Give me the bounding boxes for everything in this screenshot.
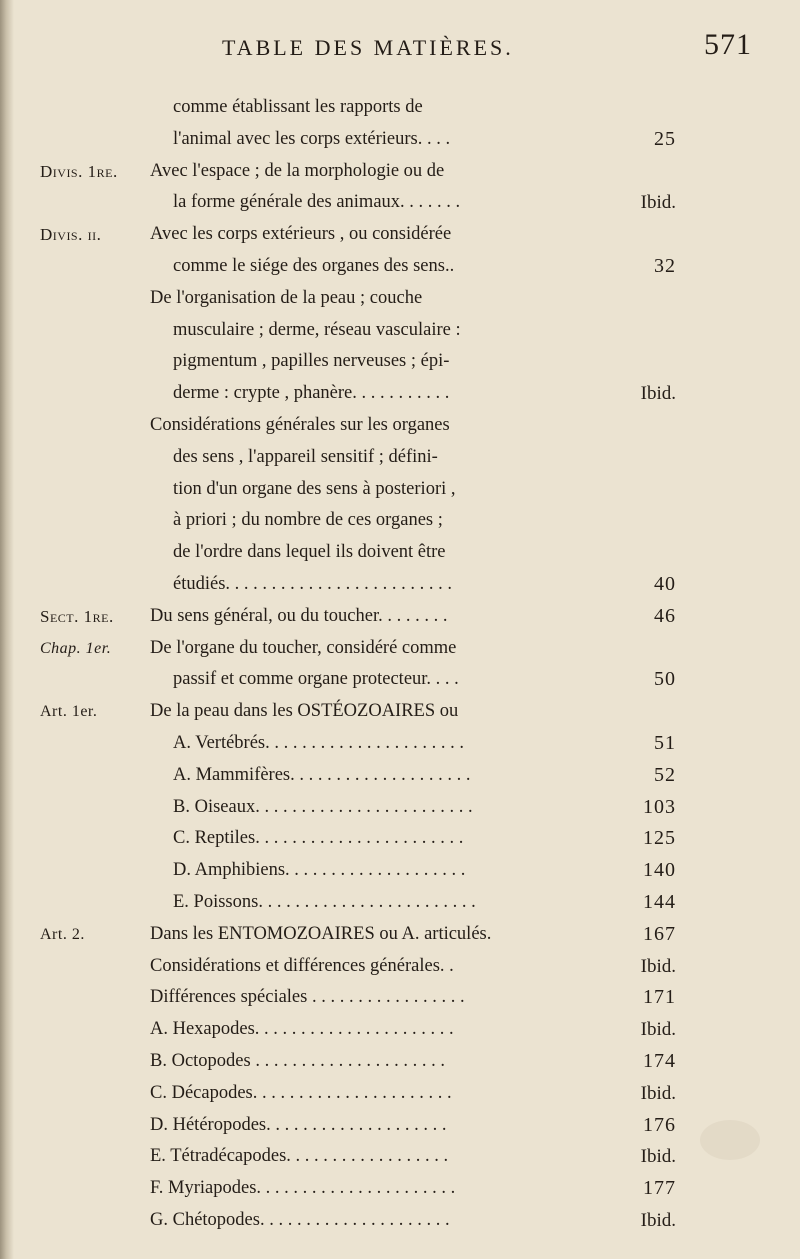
toc-entry-text: l'animal avec les corps extérieurs. . . . [173, 128, 451, 149]
table-of-contents [0, 92, 800, 1237]
toc-entry [0, 315, 800, 347]
toc-entry-text: C. Décapodes. . . . . . . . . . . . . . . . . . . . . . [150, 1082, 452, 1103]
toc-entry-page: Ibid. [640, 383, 676, 405]
toc-entry-label: Chap. 1er. [40, 639, 112, 657]
toc-entry-page: Ibid. [640, 192, 676, 214]
toc-entry [0, 378, 800, 410]
toc-entry [0, 728, 800, 760]
toc-entry [0, 346, 800, 378]
toc-entry-text: pigmentum , papilles nerveuses ; épi- [173, 351, 450, 372]
toc-entry-label: Divis. ii. [40, 225, 102, 245]
toc-entry-page: 125 [643, 827, 676, 850]
toc-entry [0, 823, 800, 855]
toc-entry-text: E. Poissons. . . . . . . . . . . . . . . . . . . . . . . . [173, 891, 476, 912]
toc-entry-page: Ibid. [640, 1209, 676, 1231]
toc-entry [0, 92, 800, 124]
toc-entry-text: D. Amphibiens. . . . . . . . . . . . . . . . . . . . [173, 860, 466, 881]
toc-entry-page: 171 [643, 986, 676, 1009]
toc-entry-text: Du sens général, ou du toucher. . . . . . . . [150, 605, 448, 626]
toc-entry [0, 1173, 800, 1205]
toc-entry [0, 1141, 800, 1173]
toc-entry-label: Art. 2. [40, 925, 85, 943]
toc-entry-text: B. Oiseaux. . . . . . . . . . . . . . . . . . . . . . . . [173, 796, 473, 817]
toc-entry [0, 1078, 800, 1110]
toc-entry-text: C. Reptiles. . . . . . . . . . . . . . . . . . . . . . . [173, 828, 464, 849]
toc-entry [0, 919, 800, 951]
toc-entry-page: 50 [654, 668, 676, 691]
toc-entry [0, 951, 800, 983]
toc-entry-text: comme établissant les rapports de [173, 97, 423, 117]
toc-entry-label: Art. 1er. [40, 703, 98, 721]
toc-entry [0, 696, 800, 728]
toc-entry-page: 144 [643, 890, 676, 913]
toc-entry-page: 32 [654, 254, 676, 277]
toc-entry-page: 51 [654, 731, 676, 754]
toc-entry [0, 187, 800, 219]
toc-entry [0, 474, 800, 506]
toc-entry-text: A. Vertébrés. . . . . . . . . . . . . . . . . . . . . . [173, 732, 465, 753]
toc-entry-text: étudiés. . . . . . . . . . . . . . . . . . . . . . . . . [173, 573, 453, 594]
toc-entry-page: Ibid. [640, 1082, 676, 1104]
toc-entry-text: musculaire ; derme, réseau vasculaire : [173, 319, 461, 340]
toc-entry [0, 505, 800, 537]
toc-entry-label: Sect. 1re. [40, 606, 114, 626]
toc-entry-text: F. Myriapodes. . . . . . . . . . . . . . . . . . . . . . [150, 1178, 456, 1199]
toc-entry [0, 1046, 800, 1078]
toc-entry-text: A. Mammifères. . . . . . . . . . . . . . . . . . . . [173, 764, 471, 785]
toc-entry-page: Ibid. [640, 1146, 676, 1168]
toc-entry-text: B. Octopodes . . . . . . . . . . . . . . . . . . . . . [150, 1050, 445, 1071]
toc-entry-page: Ibid. [640, 1019, 676, 1041]
toc-entry-page: 177 [643, 1177, 676, 1200]
toc-entry-text: derme : crypte , phanère. . . . . . . . . . . [173, 383, 450, 404]
toc-entry-text: des sens , l'appareil sensitif ; défini- [173, 446, 438, 467]
toc-entry-text: D. Hétéropodes. . . . . . . . . . . . . . . . . . . . [150, 1114, 447, 1135]
toc-entry-text: De l'organe du toucher, considéré comme [150, 637, 457, 658]
toc-entry [0, 982, 800, 1014]
toc-entry [0, 1205, 800, 1237]
toc-entry-text: Différences spéciales . . . . . . . . . . . . . . . . . [150, 987, 465, 1008]
page-number: 571 [704, 28, 752, 61]
page-header [0, 20, 800, 70]
toc-entry-text: Dans les ENTOMOZOAIRES ou A. articulés. [150, 923, 492, 944]
toc-entry-page: 103 [643, 795, 676, 818]
toc-entry [0, 283, 800, 315]
toc-entry [0, 569, 800, 601]
toc-entry-page: 140 [643, 859, 676, 882]
toc-entry-text: Avec les corps extérieurs , ou considérée [150, 224, 452, 245]
toc-entry [0, 792, 800, 824]
toc-entry-text: de l'ordre dans lequel ils doivent être [173, 542, 446, 563]
toc-entry-text: De l'organisation de la peau ; couche [150, 287, 423, 308]
toc-entry-page: 52 [654, 763, 676, 786]
running-title: TABLE DES MATIÈRES. [222, 35, 514, 60]
toc-entry [0, 442, 800, 474]
toc-entry-text: A. Hexapodes. . . . . . . . . . . . . . . . . . . . . . [150, 1019, 454, 1040]
toc-entry [0, 601, 800, 633]
toc-entry-text: Avec l'espace ; de la morphologie ou de [150, 160, 445, 181]
toc-entry [0, 537, 800, 569]
toc-entry-page: 167 [643, 922, 676, 945]
toc-entry [0, 156, 800, 188]
toc-entry-page: 176 [643, 1113, 676, 1136]
toc-entry [0, 633, 800, 665]
toc-entry [0, 219, 800, 251]
toc-entry-text: à priori ; du nombre de ces organes ; [173, 510, 443, 531]
toc-entry-text: la forme générale des animaux. . . . . . . [173, 192, 461, 213]
toc-entry-text: De la peau dans les OSTÉOZOAIRES ou [150, 701, 459, 722]
toc-entry-page: 46 [654, 604, 676, 627]
toc-entry [0, 887, 800, 919]
toc-entry-text: tion d'un organe des sens à posteriori , [173, 478, 456, 499]
toc-entry-page: 174 [643, 1049, 676, 1072]
toc-entry [0, 664, 800, 696]
toc-entry [0, 1014, 800, 1046]
toc-entry-page: 40 [654, 572, 676, 595]
toc-entry-page: Ibid. [640, 955, 676, 977]
toc-entry-label: Divis. 1re. [40, 161, 118, 181]
toc-entry-text: E. Tétradécapodes. . . . . . . . . . . . . . . . . . [150, 1146, 449, 1167]
toc-entry-text: passif et comme organe protecteur. . . . [173, 669, 459, 690]
toc-entry-text: comme le siége des organes des sens.. [173, 255, 455, 276]
toc-entry [0, 855, 800, 887]
toc-entry-text: Considérations générales sur les organes [150, 414, 450, 435]
toc-entry [0, 124, 800, 156]
toc-entry-text: Considérations et différences générales. . [150, 955, 454, 976]
toc-entry [0, 251, 800, 283]
toc-entry-text: G. Chétopodes. . . . . . . . . . . . . . . . . . . . . [150, 1209, 450, 1230]
toc-entry [0, 410, 800, 442]
toc-entry-page: 25 [654, 127, 676, 150]
toc-entry [0, 1110, 800, 1142]
toc-entry [0, 760, 800, 792]
